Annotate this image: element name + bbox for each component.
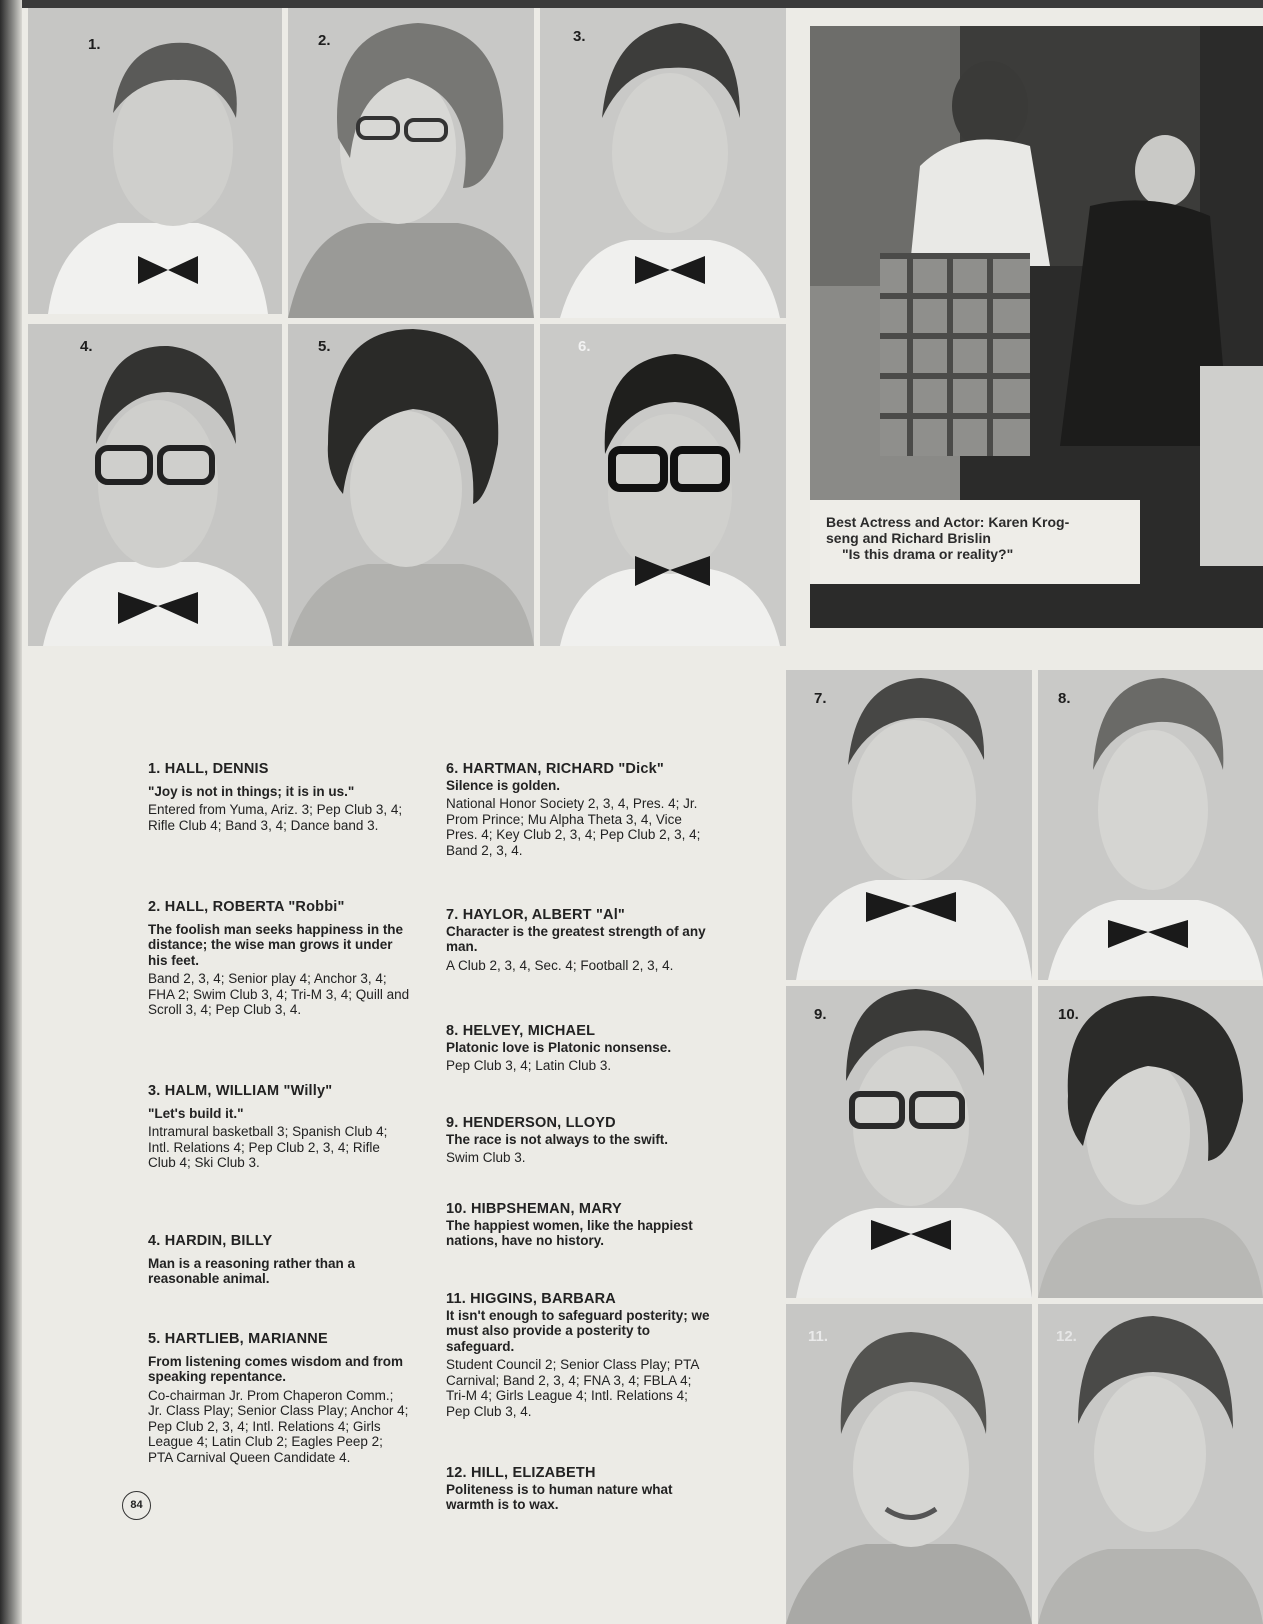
portrait-number: 5.	[318, 338, 331, 355]
senior-name: 3. HALM, WILLIAM "Willy"	[148, 1083, 333, 1099]
portrait-4	[28, 324, 282, 646]
senior-motto: Platonic love is Platonic nonsense.	[446, 1039, 672, 1055]
portrait-number: 1.	[88, 36, 101, 53]
page-top-edge	[0, 0, 1263, 8]
senior-activities: Intramural basketball 3; Spanish Club 4; Intl. Relations 4; Pep Club 2, 3, 4; Rifle Club 4; Ski Club 3.	[148, 1124, 388, 1170]
portrait-number: 11.	[808, 1328, 829, 1345]
portrait-3	[540, 8, 786, 318]
senior-name: 2. HALL, ROBERTA "Robbi"	[148, 899, 345, 915]
portrait-number: 3.	[573, 28, 586, 45]
senior-motto: It isn't enough to safeguard posterity; we must also provide a posterity to safeguard.	[446, 1307, 710, 1354]
senior-activities: Pep Club 3, 4; Latin Club 3.	[446, 1058, 612, 1073]
senior-name: 1. HALL, DENNIS	[148, 761, 269, 777]
senior-motto: The happiest women, like the happiest nations, have no history.	[446, 1217, 693, 1248]
senior-activities: Band 2, 3, 4; Senior play 4; Anchor 3, 4; FHA 2; Swim Club 3, 4; Tri-M 3, 4; Quill and Scroll 3, 4; Pep Club 3, 4.	[148, 971, 410, 1017]
senior-motto: "Joy is not in things; it is in us."	[148, 783, 355, 799]
caption-line-2: seng and Richard Brislin	[826, 530, 991, 546]
candid-caption	[826, 514, 1126, 562]
senior-entry	[148, 762, 410, 833]
senior-name: 12. HILL, ELIZABETH	[446, 1465, 596, 1481]
senior-motto: The race is not always to the swift.	[446, 1131, 669, 1147]
senior-motto: Man is a reasoning rather than a reasonable animal.	[148, 1255, 356, 1286]
senior-name: 8. HELVEY, MICHAEL	[446, 1023, 596, 1039]
senior-name: 5. HARTLIEB, MARIANNE	[148, 1331, 328, 1347]
page-binding-edge	[0, 0, 22, 1624]
senior-motto: Politeness is to human nature what warmth is to wax.	[446, 1481, 673, 1512]
senior-entry	[446, 1292, 712, 1419]
portrait-number: 12.	[1056, 1328, 1077, 1345]
senior-activities: Co-chairman Jr. Prom Chaperon Comm.; Jr. Class Play; Senior Class Play; Anchor 4; Pep Club 2, 3, 4; Intl. Relations 4; Girls League 4; Latin Club 2; Eagles Peep 2; PTA Carnival Queen Candidate 4.	[148, 1387, 409, 1465]
senior-activities: Student Council 2; Senior Class Play; PTA Carnival; Band 2, 3, 4; FNA 3, 4; FBLA 4; Tri-M 4; Girls League 4; Intl. Relations 4; Pep Club 3, 4.	[446, 1357, 699, 1419]
senior-name: 6. HARTMAN, RICHARD "Dick"	[446, 761, 664, 777]
senior-entry	[446, 908, 712, 973]
senior-entry	[446, 762, 712, 858]
senior-activities: A Club 2, 3, 4, Sec. 4; Football 2, 3, 4.	[446, 957, 674, 973]
senior-entry	[446, 1116, 712, 1166]
senior-entry	[148, 1332, 410, 1465]
portrait-number: 4.	[80, 338, 93, 355]
senior-entry	[148, 900, 410, 1018]
senior-entry	[446, 1202, 712, 1252]
senior-name: 9. HENDERSON, LLOYD	[446, 1115, 616, 1131]
senior-activities: Entered from Yuma, Ariz. 3; Pep Club 3, 4; Rifle Club 4; Band 3, 4; Dance band 3.	[148, 802, 403, 833]
senior-name: 10. HIBPSHEMAN, MARY	[446, 1201, 622, 1217]
senior-entry	[446, 1466, 712, 1516]
portrait-1	[28, 8, 282, 314]
caption-quote: "Is this drama or reality?"	[842, 546, 1014, 562]
senior-motto: The foolish man seeks happiness in the distance; the wise man grows it under his feet.	[148, 921, 404, 968]
senior-motto: From listening comes wisdom and from speaking repentance.	[148, 1353, 404, 1384]
senior-motto: "Let's build it."	[148, 1105, 244, 1121]
portrait-10	[1038, 986, 1263, 1298]
senior-entry	[148, 1234, 410, 1290]
portrait-12	[1038, 1304, 1263, 1624]
portrait-number: 6.	[578, 338, 591, 355]
caption-line-1: Best Actress and Actor: Karen Krog-	[826, 514, 1070, 530]
portrait-6	[540, 324, 786, 646]
portrait-2	[288, 8, 534, 318]
portrait-number: 10.	[1058, 1006, 1079, 1023]
senior-name: 4. HARDIN, BILLY	[148, 1233, 273, 1249]
senior-entry	[148, 1084, 410, 1171]
senior-motto: Character is the greatest strength of any man.	[446, 923, 706, 954]
portrait-8	[1038, 670, 1263, 980]
senior-activities: Swim Club 3.	[446, 1150, 526, 1165]
portrait-5	[288, 324, 534, 646]
portrait-number: 7.	[814, 690, 827, 707]
portrait-number: 8.	[1058, 690, 1071, 707]
portrait-11	[786, 1304, 1032, 1624]
portrait-number: 9.	[814, 1006, 827, 1023]
senior-entry	[446, 1024, 712, 1074]
portrait-number: 2.	[318, 32, 331, 49]
page-number: 84	[122, 1491, 151, 1520]
portrait-7	[786, 670, 1032, 980]
senior-activities: National Honor Society 2, 3, 4, Pres. 4; Jr. Prom Prince; Mu Alpha Theta 3, 4, Vice Pres. 4; Key Club 2, 3, 4; Pep Club 2, 3, 4; Band 2, 3, 4.	[446, 796, 701, 858]
senior-name: 11. HIGGINS, BARBARA	[446, 1291, 616, 1307]
portrait-9	[786, 986, 1032, 1298]
senior-name: 7. HAYLOR, ALBERT "Al"	[446, 907, 626, 923]
senior-motto: Silence is golden.	[446, 777, 561, 793]
